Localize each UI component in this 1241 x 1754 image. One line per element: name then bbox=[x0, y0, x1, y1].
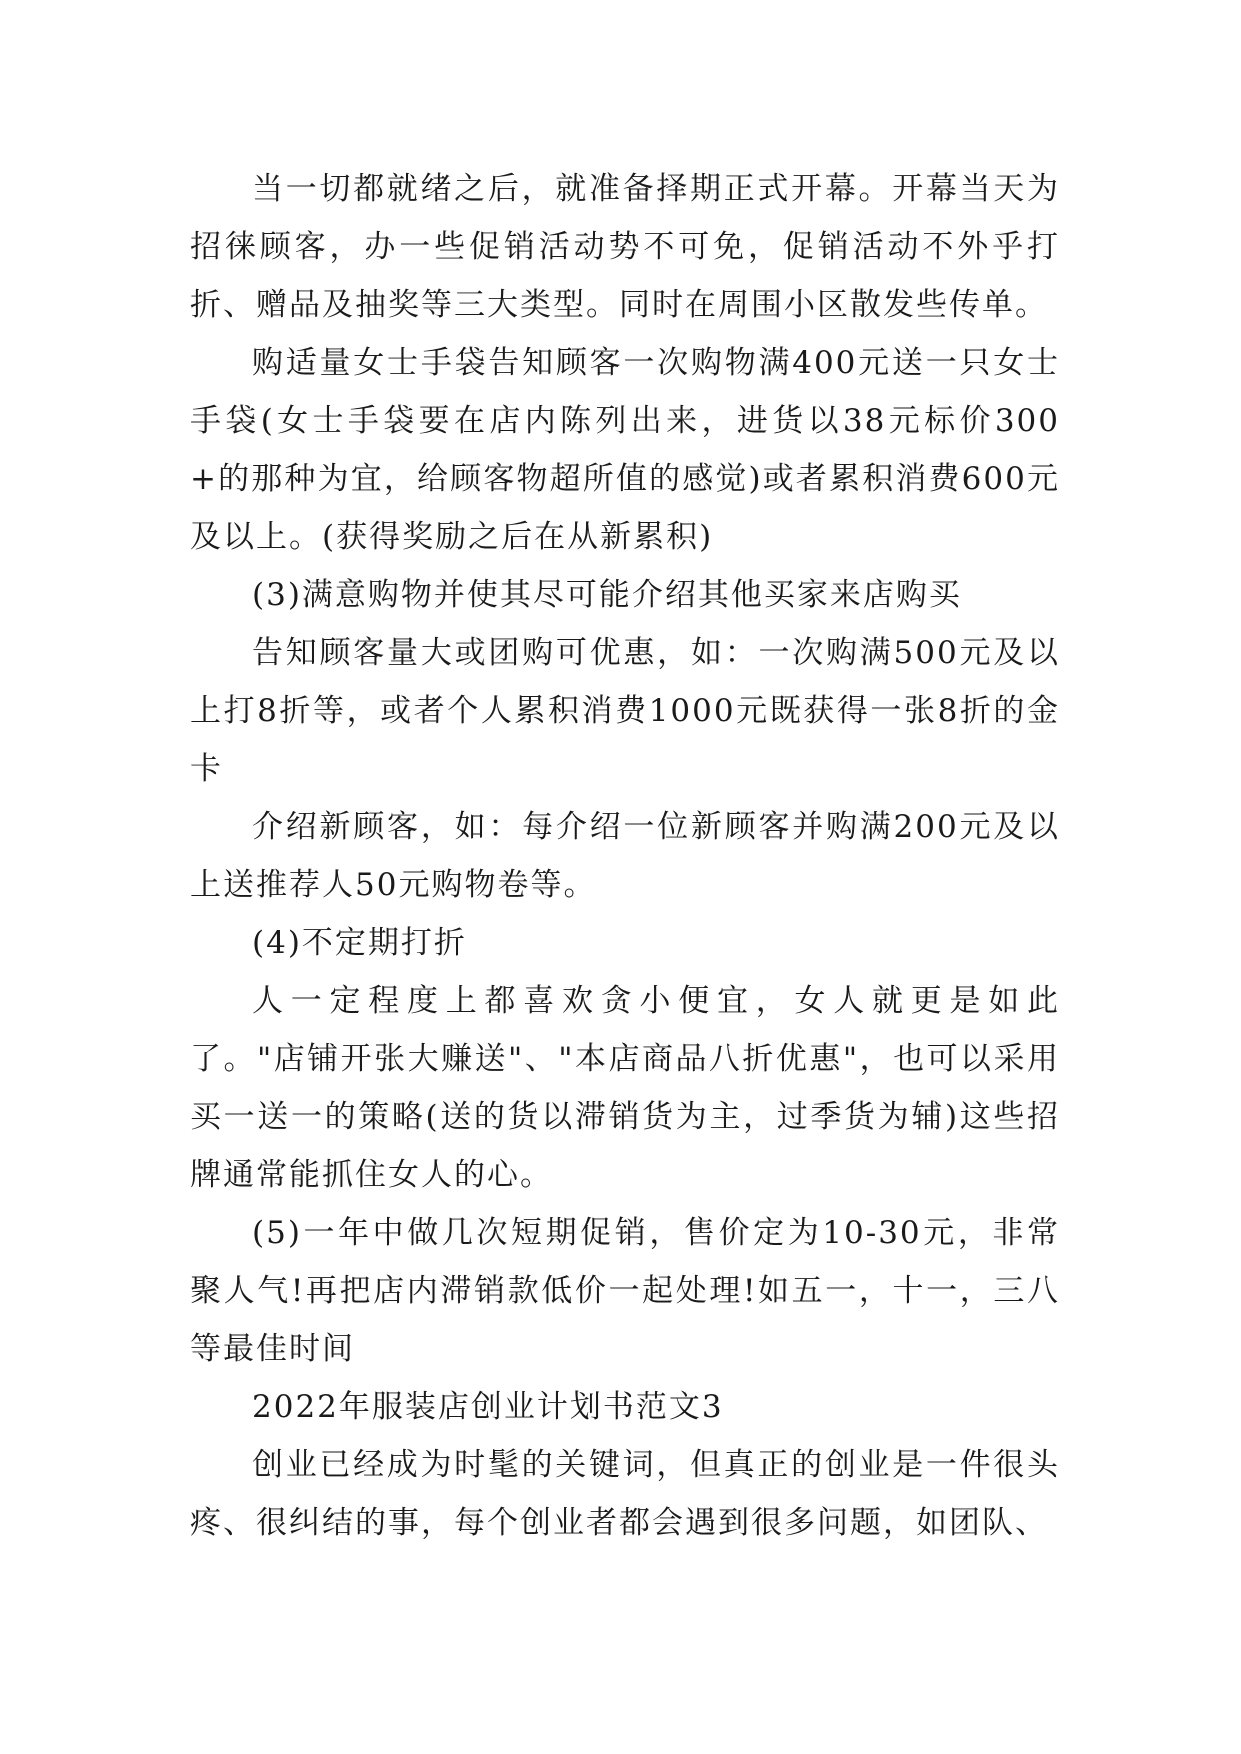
paragraph-handbag-gift: 购适量女士手袋告知顾客一次购物满400元送一只女士手袋(女士手袋要在店内陈列出来，进货以38元标价300+的那种为宜，给顾客物超所值的感觉)或者累积消费600元及以上。(获得奖励之后在从新累积) bbox=[190, 345, 1060, 555]
paragraph-entrepreneurship: 创业已经成为时髦的关键词，但真正的创业是一件很头疼、很纠结的事，每个创业者都会遇到很多问题，如团队、 bbox=[190, 1447, 1060, 1541]
paragraph-bulk-discount: 告知顾客量大或团购可优惠，如：一次购满500元及以上打8折等，或者个人累积消费1000元既获得一张8折的金卡 bbox=[190, 635, 1060, 787]
paragraph-irregular-discount: 人一定程度上都喜欢贪小便宜，女人就更是如此了。"店铺开张大赚送"、"本店商品八折优惠"，也可以采用买一送一的策略(送的货以滞销货为主，过季货为辅)这些招牌通常能抓住女人的心。 bbox=[190, 983, 1060, 1193]
document-body bbox=[190, 160, 1060, 1552]
section-title: 2022年服装店创业计划书范文3 bbox=[252, 1389, 724, 1425]
paragraph-heading-4: (4)不定期打折 bbox=[252, 925, 467, 961]
paragraph-short-promotion: (5)一年中做几次短期促销，售价定为10-30元，非常聚人气!再把店内滞销款低价一起处理!如五一，十一，三八等最佳时间 bbox=[190, 1215, 1060, 1367]
paragraph-opening-promotion: 当一切都就绪之后，就准备择期正式开幕。开幕当天为招徕顾客，办一些促销活动势不可免，促销活动不外乎打折、赠品及抽奖等三大类型。同时在周围小区散发些传单。 bbox=[190, 171, 1060, 323]
paragraph-referral: 介绍新顾客，如：每介绍一位新顾客并购满200元及以上送推荐人50元购物卷等。 bbox=[190, 809, 1060, 903]
paragraph-heading-3: (3)满意购物并使其尽可能介绍其他买家来店购买 bbox=[252, 577, 962, 613]
